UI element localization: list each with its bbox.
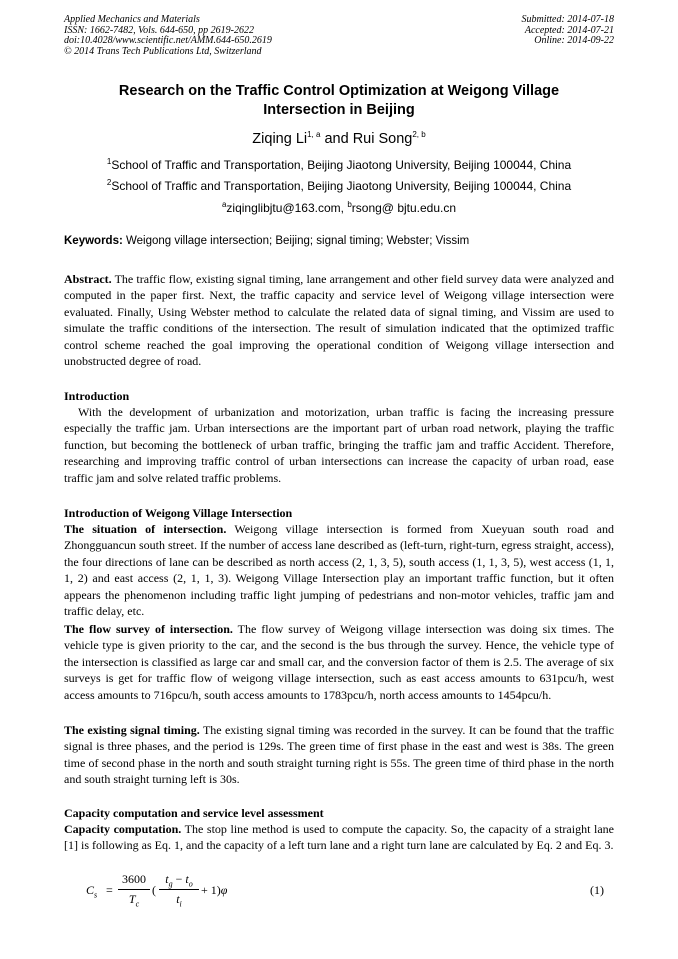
- flow-text: The flow survey of Weigong village intersection was doing six times. The vehicle type is given priority to the car, and the second is the bus through the survey. Hence, the vehicle type of the intersection is classified as large car and small car, and the conversion factor of them is 2.5. The average of six surveys is get for traffic flow of weigong village intersection, such as east access amounts to 631pcu/h, west access amounts to 716pcu/h, south access amounts to 1783pcu/h, north access amounts to 1454pcu/h.: [64, 622, 614, 702]
- header-left: [64, 15, 272, 57]
- timing-label: The existing signal timing.: [64, 723, 200, 737]
- flow-label: The flow survey of intersection.: [64, 622, 233, 636]
- copyright-line: © 2014 Trans Tech Publications Ltd, Switzerland: [64, 45, 262, 57]
- keywords: [64, 235, 614, 247]
- introduction-text: With the development of urbanization and motorization, urban traffic is facing the increasing pressure especially the traffic jam. Urban intersections are the important part of urban road network, playing the traffic function, but becoming the bottleneck of urban traffic, bringing the traffic jam and traffic Accident. Therefore, researching and improving traffic control of urban intersections can increase the capacity of urban road, ease traffic jam and solve related traffic problems.: [64, 405, 614, 485]
- online-date: Online: 2014-09-22: [534, 35, 614, 46]
- abstract-text: The traffic flow, existing signal timing, lane arrangement and other field survey data were analyzed and computed in the paper first. Next, the traffic capacity and service level of Weigong village intersection were evaluated. Finally, Using Webster method to calculate the related data of signal timing, and Vissim are used to simulate the traffic conditions of the intersection. The result of simulation indicated that the optimized traffic control scheme reached the goal improving the operational condition of Weigong village intersection and unobstructed degree of road.: [64, 272, 614, 369]
- affiliation-2: [64, 179, 614, 193]
- eq-lhs: $C_s$: [86, 883, 98, 900]
- flow-paragraph: [64, 621, 614, 703]
- accepted-date: Accepted: 2014-07-21: [524, 24, 614, 36]
- introduction-heading: Introduction: [64, 389, 130, 403]
- situation-label: The situation of intersection.: [64, 522, 227, 536]
- equation-number: (1): [590, 883, 604, 897]
- weigong-heading: Introduction of Weigong Village Intersection: [64, 506, 293, 520]
- author-2: Rui Song: [352, 131, 413, 147]
- eq-fraction-bar-1: [118, 889, 150, 890]
- affiliation-1-text: School of Traffic and Transportation, Beijing Jiaotong University, Beijing 100044, China: [111, 158, 572, 172]
- email-b-sup: b: [347, 200, 352, 209]
- affiliation-1: [64, 158, 614, 172]
- abstract: [64, 271, 614, 369]
- affiliation-2-sup: 2: [106, 178, 112, 187]
- doi-line: doi:10.4028/www.scientific.net/AMM.644-650.2619: [64, 35, 272, 46]
- issn-line: ISSN: 1662-7482, Vols. 644-650, pp 2619-2622: [64, 24, 254, 36]
- capacity-label: Capacity computation.: [64, 822, 182, 836]
- eq-equals: =: [106, 883, 113, 897]
- affiliation-2-text: School of Traffic and Transportation, Beijing Jiaotong University, Beijing 100044, China: [111, 179, 572, 193]
- journal-name: Applied Mechanics and Materials: [64, 14, 200, 25]
- keywords-text: Weigong village intersection; Beijing; signal timing; Webster; Vissim: [122, 235, 470, 247]
- eq-numerator: 3600: [122, 872, 146, 886]
- abstract-label: Abstract.: [64, 272, 112, 286]
- authors-and: and: [320, 131, 353, 147]
- eq-inner-denominator: $t_i$: [176, 892, 182, 909]
- eq-inner-numerator: $t_g - t_o$: [165, 872, 193, 889]
- paper-title: [64, 82, 614, 120]
- submitted-date: Submitted: 2014-07-18: [521, 14, 614, 25]
- situation-paragraph: [64, 521, 614, 619]
- author-2-sup: 2, b: [412, 130, 426, 140]
- eq-denominator: $T_c$: [128, 892, 140, 909]
- emails-line: [64, 201, 614, 215]
- eq-fraction-bar-2: [159, 889, 199, 890]
- eq-open-paren: (: [152, 883, 156, 897]
- affiliation-1-sup: 1: [106, 157, 112, 166]
- author-1-sup: 1, a: [307, 130, 321, 140]
- situation-text: Weigong village intersection is formed from Xueyuan south road and Zhongguancun south street. If the number of access lane described as (left-turn, right-turn, egress straight, access), the four directions of lane can be described as north access (2, 1, 3, 5), south access (1, 1, 3, 5), west access (1, 1, 1, 2) and east access (2, 1, 1, 3). Weigong Village Intersection play an important traffic function, but it often appears the phenomenon including traffic light jumping of pedestrians and non-motor vehicles, traffic jam and traffic delay, etc.: [64, 522, 614, 619]
- eq-plus-one: + 1)φ: [201, 883, 228, 897]
- email-b: rsong@ bjtu.edu.cn: [351, 201, 457, 215]
- timing-text: The existing signal timing was recorded in the survey. It can be found that the traffic signal is three phases, and the period is 129s. The green time of first phase in the east and west is 38s. The green time of second phase in the north and south straight turning right is 55s. The green time of third phase in the north and south straight turning left is 30s.: [64, 723, 615, 787]
- email-a: ziqinglibjtu@163.com,: [226, 201, 348, 215]
- title-line-1: Research on the Traffic Control Optimization at Weigong Village: [118, 83, 560, 99]
- title-line-2: Intersection in Beijing: [263, 102, 415, 118]
- capacity-text: The stop line method is used to compute the capacity. So, the capacity of a straight lane [1] is following as Eq. 1, and the capacity of a left turn lane and a right turn lane are calculated by Eq. 2 and Eq. 3.: [64, 822, 614, 853]
- timing-paragraph: [64, 722, 614, 788]
- capacity-heading: Capacity computation and service level assessment: [64, 806, 324, 820]
- capacity-paragraph: [64, 821, 614, 854]
- equation-1: [64, 872, 614, 912]
- author-1: Ziqing Li: [252, 131, 308, 147]
- email-a-sup: a: [221, 200, 227, 209]
- authors-line: [64, 131, 614, 147]
- keywords-label: Keywords:: [64, 235, 123, 247]
- header-right: [522, 15, 615, 47]
